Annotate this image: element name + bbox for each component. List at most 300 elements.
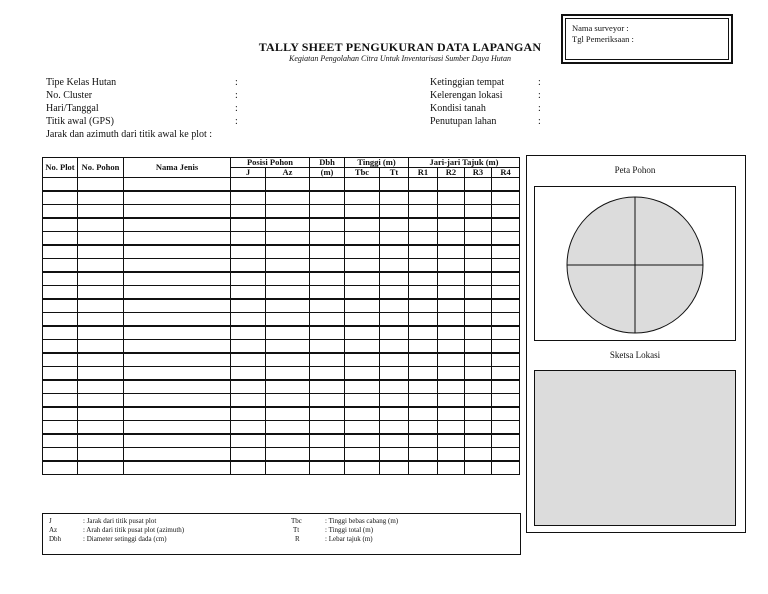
table-cell[interactable] [78, 272, 124, 286]
table-cell[interactable] [380, 380, 409, 394]
table-cell[interactable] [492, 313, 520, 327]
table-cell[interactable] [345, 259, 380, 273]
table-cell[interactable] [492, 448, 520, 462]
table-cell[interactable] [78, 448, 124, 462]
table-cell[interactable] [78, 367, 124, 381]
table-cell[interactable] [43, 272, 78, 286]
table-cell[interactable] [78, 286, 124, 300]
table-cell[interactable] [266, 178, 310, 192]
table-cell[interactable] [43, 205, 78, 219]
table-cell[interactable] [465, 367, 492, 381]
field-colon: : [538, 90, 541, 101]
table-cell[interactable] [231, 367, 266, 381]
table-cell[interactable] [78, 259, 124, 273]
table-cell[interactable] [492, 434, 520, 448]
table-cell[interactable] [438, 286, 465, 300]
header-tt: Tt [380, 168, 409, 178]
page-subtitle: Kegiatan Pengolahan Citra Untuk Inventarisasi Sumber Daya Hutan [289, 54, 511, 63]
table-cell[interactable] [345, 272, 380, 286]
table-cell[interactable] [310, 272, 345, 286]
table-cell[interactable] [409, 191, 438, 205]
table-cell[interactable] [409, 313, 438, 327]
table-row [43, 286, 520, 300]
table-cell[interactable] [231, 326, 266, 340]
header-r2: R2 [438, 168, 465, 178]
table-cell[interactable] [43, 259, 78, 273]
table-cell[interactable] [231, 407, 266, 421]
table-cell[interactable] [266, 407, 310, 421]
header-nama-jenis: Nama Jenis [124, 158, 231, 178]
table-cell[interactable] [310, 245, 345, 259]
table-cell[interactable] [345, 313, 380, 327]
surveyor-box-inner [565, 18, 729, 60]
table-cell[interactable] [266, 434, 310, 448]
table-cell[interactable] [438, 272, 465, 286]
table-cell[interactable] [409, 245, 438, 259]
table-cell[interactable] [492, 340, 520, 354]
table-cell[interactable] [465, 259, 492, 273]
table-cell[interactable] [78, 205, 124, 219]
table-cell[interactable] [438, 461, 465, 475]
table-cell[interactable] [492, 367, 520, 381]
table-cell[interactable] [266, 448, 310, 462]
field-hari-tanggal: Hari/Tanggal [46, 103, 99, 114]
table-cell[interactable] [231, 191, 266, 205]
table-cell[interactable] [231, 394, 266, 408]
table-cell[interactable] [409, 259, 438, 273]
table-cell[interactable] [124, 421, 231, 435]
table-cell[interactable] [310, 326, 345, 340]
table-cell[interactable] [438, 313, 465, 327]
table-cell[interactable] [380, 394, 409, 408]
table-cell[interactable] [310, 367, 345, 381]
table-cell[interactable] [409, 353, 438, 367]
table-row [43, 421, 520, 435]
table-cell[interactable] [43, 353, 78, 367]
table-cell[interactable] [43, 367, 78, 381]
table-cell[interactable] [231, 448, 266, 462]
table-cell[interactable] [380, 218, 409, 232]
table-cell[interactable] [409, 299, 438, 313]
table-cell[interactable] [266, 191, 310, 205]
field-kondisi-tanah: Kondisi tanah [430, 103, 486, 114]
table-row [43, 380, 520, 394]
header-j: J [231, 168, 266, 178]
table-cell[interactable] [409, 394, 438, 408]
table-cell[interactable] [266, 232, 310, 246]
table-row [43, 394, 520, 408]
table-cell[interactable] [345, 448, 380, 462]
table-cell[interactable] [380, 407, 409, 421]
table-cell[interactable] [345, 421, 380, 435]
table-cell[interactable] [231, 353, 266, 367]
table-cell[interactable] [124, 407, 231, 421]
table-cell[interactable] [43, 380, 78, 394]
table-cell[interactable] [78, 313, 124, 327]
table-cell[interactable] [409, 178, 438, 192]
table-cell[interactable] [231, 340, 266, 354]
table-cell[interactable] [380, 434, 409, 448]
table-cell[interactable] [345, 299, 380, 313]
table-cell[interactable] [231, 380, 266, 394]
table-cell[interactable] [310, 313, 345, 327]
table-cell[interactable] [266, 340, 310, 354]
table-cell[interactable] [43, 461, 78, 475]
table-cell[interactable] [266, 394, 310, 408]
table-cell[interactable] [124, 191, 231, 205]
table-cell[interactable] [43, 245, 78, 259]
table-cell[interactable] [310, 353, 345, 367]
table-cell[interactable] [78, 178, 124, 192]
table-cell[interactable] [380, 286, 409, 300]
table-cell[interactable] [438, 299, 465, 313]
table-cell[interactable] [345, 178, 380, 192]
table-cell[interactable] [124, 340, 231, 354]
table-cell[interactable] [310, 218, 345, 232]
header-posisi-pohon: Posisi Pohon [231, 158, 310, 168]
table-cell[interactable] [124, 394, 231, 408]
table-cell[interactable] [310, 205, 345, 219]
table-cell[interactable] [78, 326, 124, 340]
table-cell[interactable] [43, 286, 78, 300]
legend-desc: : Lebar tajuk (m) [325, 535, 373, 543]
table-cell[interactable] [345, 461, 380, 475]
table-cell[interactable] [124, 178, 231, 192]
table-cell[interactable] [438, 178, 465, 192]
table-cell[interactable] [78, 245, 124, 259]
table-cell[interactable] [492, 286, 520, 300]
header-az: Az [266, 168, 310, 178]
table-cell[interactable] [78, 218, 124, 232]
table-cell[interactable] [43, 448, 78, 462]
table-cell[interactable] [124, 272, 231, 286]
table-cell[interactable] [345, 218, 380, 232]
table-cell[interactable] [380, 353, 409, 367]
table-cell[interactable] [465, 421, 492, 435]
table-cell[interactable] [231, 421, 266, 435]
table-cell[interactable] [345, 205, 380, 219]
table-cell[interactable] [78, 299, 124, 313]
table-cell[interactable] [438, 245, 465, 259]
table-cell[interactable] [43, 313, 78, 327]
table-cell[interactable] [266, 218, 310, 232]
table-cell[interactable] [124, 245, 231, 259]
table-cell[interactable] [465, 299, 492, 313]
table-cell[interactable] [231, 245, 266, 259]
table-cell[interactable] [345, 367, 380, 381]
table-cell[interactable] [465, 353, 492, 367]
table-cell[interactable] [380, 299, 409, 313]
table-cell[interactable] [231, 461, 266, 475]
table-cell[interactable] [492, 178, 520, 192]
table-cell[interactable] [438, 326, 465, 340]
table-cell[interactable] [345, 232, 380, 246]
table-cell[interactable] [266, 461, 310, 475]
legend-code: J [49, 517, 52, 525]
table-cell[interactable] [380, 421, 409, 435]
field-jarak-azimuth: Jarak dan azimuth dari titik awal ke plot : [46, 129, 213, 140]
table-cell[interactable] [231, 218, 266, 232]
table-cell[interactable] [380, 178, 409, 192]
table-cell[interactable] [409, 434, 438, 448]
table-cell[interactable] [231, 205, 266, 219]
table-cell[interactable] [78, 461, 124, 475]
table-cell[interactable] [409, 286, 438, 300]
table-cell[interactable] [124, 353, 231, 367]
table-cell[interactable] [345, 245, 380, 259]
table-cell[interactable] [124, 434, 231, 448]
table-cell[interactable] [78, 421, 124, 435]
table-cell[interactable] [231, 299, 266, 313]
table-cell[interactable] [492, 259, 520, 273]
table-cell[interactable] [124, 259, 231, 273]
table-cell[interactable] [409, 407, 438, 421]
table-cell[interactable] [231, 286, 266, 300]
table-cell[interactable] [310, 178, 345, 192]
table-row [43, 272, 520, 286]
table-cell[interactable] [465, 286, 492, 300]
table-cell[interactable] [492, 394, 520, 408]
table-cell[interactable] [409, 448, 438, 462]
field-kelerengan-lokasi: Kelerengan lokasi [430, 90, 503, 101]
table-cell[interactable] [380, 191, 409, 205]
table-cell[interactable] [492, 326, 520, 340]
table-cell[interactable] [310, 232, 345, 246]
table-cell[interactable] [465, 272, 492, 286]
table-cell[interactable] [43, 299, 78, 313]
table-cell[interactable] [409, 272, 438, 286]
header-tinggi: Tinggi (m) [345, 158, 409, 168]
table-cell[interactable] [438, 353, 465, 367]
table-cell[interactable] [345, 407, 380, 421]
table-cell[interactable] [380, 340, 409, 354]
table-cell[interactable] [124, 367, 231, 381]
table-cell[interactable] [124, 380, 231, 394]
table-cell[interactable] [465, 394, 492, 408]
table-cell[interactable] [231, 434, 266, 448]
table-cell[interactable] [310, 380, 345, 394]
table-cell[interactable] [465, 326, 492, 340]
table-cell[interactable] [380, 232, 409, 246]
table-cell[interactable] [345, 286, 380, 300]
table-cell[interactable] [465, 340, 492, 354]
table-cell[interactable] [43, 421, 78, 435]
table-row [43, 205, 520, 219]
table-cell[interactable] [231, 232, 266, 246]
table-cell[interactable] [124, 232, 231, 246]
table-cell[interactable] [345, 191, 380, 205]
table-cell[interactable] [43, 326, 78, 340]
table-cell[interactable] [345, 326, 380, 340]
table-cell[interactable] [438, 394, 465, 408]
table-cell[interactable] [43, 394, 78, 408]
table-cell[interactable] [78, 340, 124, 354]
header-tbc: Tbc [345, 168, 380, 178]
table-cell[interactable] [492, 353, 520, 367]
field-colon: : [235, 90, 238, 101]
table-cell[interactable] [78, 380, 124, 394]
table-cell[interactable] [492, 272, 520, 286]
table-cell[interactable] [310, 407, 345, 421]
table-cell[interactable] [409, 326, 438, 340]
table-cell[interactable] [438, 259, 465, 273]
table-cell[interactable] [266, 205, 310, 219]
table-cell[interactable] [438, 218, 465, 232]
table-cell[interactable] [43, 178, 78, 192]
header-no-plot: No. Plot [43, 158, 78, 178]
table-cell[interactable] [465, 407, 492, 421]
legend-desc: : Tinggi bebas cabang (m) [325, 517, 399, 525]
table-cell[interactable] [409, 461, 438, 475]
table-cell[interactable] [310, 421, 345, 435]
peta-pohon-label: Peta Pohon [614, 165, 656, 175]
table-cell[interactable] [465, 205, 492, 219]
table-cell[interactable] [492, 407, 520, 421]
table-cell[interactable] [43, 340, 78, 354]
table-cell[interactable] [465, 245, 492, 259]
table-cell[interactable] [438, 421, 465, 435]
table-cell[interactable] [310, 259, 345, 273]
table-cell[interactable] [409, 205, 438, 219]
table-cell[interactable] [492, 232, 520, 246]
table-cell[interactable] [231, 272, 266, 286]
table-row [43, 326, 520, 340]
table-cell[interactable] [465, 448, 492, 462]
table-cell[interactable] [266, 259, 310, 273]
table-cell[interactable] [231, 259, 266, 273]
table-cell[interactable] [438, 380, 465, 394]
table-cell[interactable] [310, 299, 345, 313]
table-cell[interactable] [345, 380, 380, 394]
table-cell[interactable] [380, 245, 409, 259]
field-ketinggian-tempat: Ketinggian tempat [430, 77, 505, 88]
table-cell[interactable] [231, 178, 266, 192]
table-cell[interactable] [438, 205, 465, 219]
table-cell[interactable] [438, 367, 465, 381]
table-cell[interactable] [438, 232, 465, 246]
table-cell[interactable] [266, 421, 310, 435]
table-cell[interactable] [78, 407, 124, 421]
table-cell[interactable] [465, 380, 492, 394]
table-cell[interactable] [124, 461, 231, 475]
table-cell[interactable] [409, 218, 438, 232]
table-cell[interactable] [492, 245, 520, 259]
table-row [43, 407, 520, 421]
table-cell[interactable] [266, 313, 310, 327]
table-cell[interactable] [266, 245, 310, 259]
table-cell[interactable] [409, 380, 438, 394]
table-cell[interactable] [124, 218, 231, 232]
table-cell[interactable] [310, 286, 345, 300]
legend-desc: : Tinggi total (m) [325, 526, 374, 534]
table-cell[interactable] [438, 434, 465, 448]
table-cell[interactable] [465, 434, 492, 448]
table-cell[interactable] [266, 380, 310, 394]
table-cell[interactable] [43, 218, 78, 232]
table-cell[interactable] [78, 434, 124, 448]
table-cell[interactable] [266, 326, 310, 340]
table-cell[interactable] [380, 272, 409, 286]
header-r3: R3 [465, 168, 492, 178]
table-cell[interactable] [380, 259, 409, 273]
table-cell[interactable] [380, 326, 409, 340]
table-cell[interactable] [492, 461, 520, 475]
table-cell[interactable] [124, 205, 231, 219]
table-cell[interactable] [465, 232, 492, 246]
table-cell[interactable] [438, 448, 465, 462]
table-cell[interactable] [124, 299, 231, 313]
table-cell[interactable] [266, 299, 310, 313]
table-cell[interactable] [78, 394, 124, 408]
peta-pohon-box [534, 186, 736, 341]
table-cell[interactable] [409, 232, 438, 246]
table-cell[interactable] [124, 313, 231, 327]
table-cell[interactable] [380, 367, 409, 381]
table-cell[interactable] [231, 313, 266, 327]
table-cell[interactable] [380, 461, 409, 475]
table-cell[interactable] [345, 340, 380, 354]
table-cell[interactable] [438, 191, 465, 205]
table-cell[interactable] [43, 232, 78, 246]
table-cell[interactable] [43, 434, 78, 448]
table-cell[interactable] [78, 232, 124, 246]
table-cell[interactable] [266, 272, 310, 286]
table-cell[interactable] [492, 218, 520, 232]
table-cell[interactable] [310, 191, 345, 205]
table-cell[interactable] [266, 367, 310, 381]
table-cell[interactable] [310, 448, 345, 462]
table-cell[interactable] [266, 286, 310, 300]
table-cell[interactable] [492, 421, 520, 435]
table-cell[interactable] [310, 394, 345, 408]
table-cell[interactable] [124, 286, 231, 300]
table-cell[interactable] [438, 340, 465, 354]
table-cell[interactable] [465, 191, 492, 205]
table-cell[interactable] [78, 353, 124, 367]
legend-desc: : Arah dari titik pusat plot (azimuth) [83, 526, 185, 534]
table-cell[interactable] [492, 205, 520, 219]
table-cell[interactable] [78, 191, 124, 205]
table-cell[interactable] [43, 407, 78, 421]
table-cell[interactable] [492, 380, 520, 394]
table-cell[interactable] [465, 313, 492, 327]
table-cell[interactable] [409, 421, 438, 435]
sketsa-lokasi-label: Sketsa Lokasi [609, 350, 661, 360]
table-cell[interactable] [124, 326, 231, 340]
table-cell[interactable] [492, 299, 520, 313]
table-cell[interactable] [310, 434, 345, 448]
table-cell[interactable] [465, 178, 492, 192]
table-cell[interactable] [438, 407, 465, 421]
table-cell[interactable] [124, 448, 231, 462]
table-cell[interactable] [380, 205, 409, 219]
table-cell[interactable] [465, 461, 492, 475]
table-cell[interactable] [380, 448, 409, 462]
table-cell[interactable] [409, 340, 438, 354]
table-cell[interactable] [465, 218, 492, 232]
table-cell[interactable] [345, 434, 380, 448]
table-cell[interactable] [345, 394, 380, 408]
table-cell[interactable] [409, 367, 438, 381]
table-cell[interactable] [43, 191, 78, 205]
table-cell[interactable] [345, 353, 380, 367]
table-cell[interactable] [266, 353, 310, 367]
table-cell[interactable] [380, 313, 409, 327]
table-cell[interactable] [310, 340, 345, 354]
table-cell[interactable] [492, 191, 520, 205]
table-row [43, 245, 520, 259]
table-cell[interactable] [310, 461, 345, 475]
